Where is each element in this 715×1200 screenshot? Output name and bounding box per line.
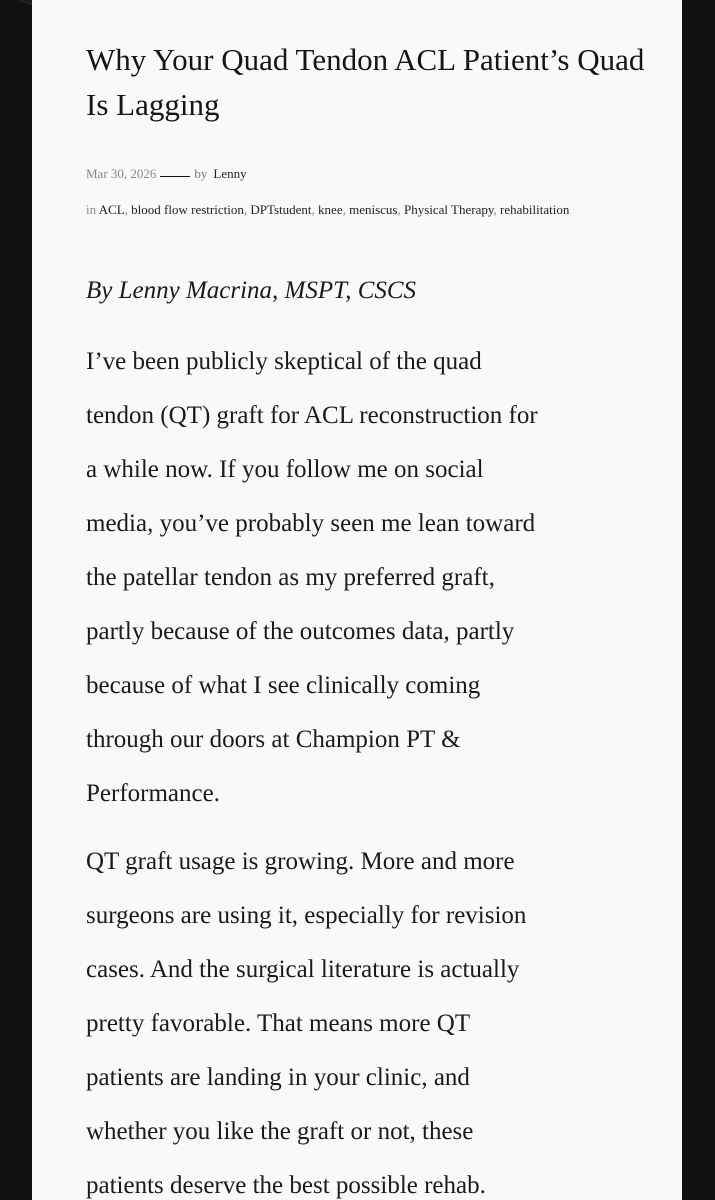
post-meta xyxy=(86,165,662,183)
text-line: the patellar tendon as my preferred graft, xyxy=(86,564,495,591)
post-date[interactable]: Mar 30, 2026 xyxy=(86,166,157,181)
text-line: I’ve been publicly skeptical of the quad xyxy=(86,348,482,375)
in-label: in xyxy=(86,202,97,217)
body-paragraph-1 xyxy=(86,335,662,821)
category-link[interactable]: meniscus xyxy=(349,202,398,217)
category-link[interactable]: ACL xyxy=(98,202,125,217)
category-link[interactable]: knee xyxy=(318,202,343,217)
text-line: media, you’ve probably seen me lean toward xyxy=(86,510,536,537)
category-link[interactable]: rehabilitation xyxy=(500,202,570,217)
text-line: whether you like the graft or not, these xyxy=(86,1118,474,1145)
text-line: partly because of the outcomes data, partly xyxy=(86,618,515,645)
meta-divider xyxy=(160,176,190,177)
article-card xyxy=(32,0,682,1200)
author-link[interactable]: Lenny xyxy=(213,166,247,181)
text-line: patients deserve the best possible rehab. xyxy=(86,1172,486,1199)
text-line: tendon (QT) graft for ACL reconstruction for xyxy=(86,402,538,429)
text-line: through our doors at Champion PT & xyxy=(86,726,461,753)
category-link[interactable]: blood flow restriction xyxy=(131,202,244,217)
text-line: QT graft usage is growing. More and more xyxy=(86,848,515,875)
category-link[interactable]: Physical Therapy xyxy=(403,202,494,217)
by-label: by xyxy=(194,166,208,181)
text-line: a while now. If you follow me on social xyxy=(86,456,484,483)
text-line: cases. And the surgical literature is actually xyxy=(86,956,520,983)
text-line: patients are landing in your clinic, and xyxy=(86,1064,470,1091)
author-byline: By Lenny Macrina, MSPT, CSCS xyxy=(86,277,417,304)
category-list: in ACL, blood flow restriction, DPTstudent, knee, meniscus, Physical Therapy, rehabilitation xyxy=(86,202,570,217)
text-line: Performance. xyxy=(86,780,220,807)
article-title: Why Your Quad Tendon ACL Patient’s Quad Is Lagging xyxy=(86,42,645,122)
category-link[interactable]: DPTstudent xyxy=(250,202,312,217)
text-line: surgeons are using it, especially for revision xyxy=(86,902,527,929)
text-line: because of what I see clinically coming xyxy=(86,672,481,699)
text-line: pretty favorable. That means more QT xyxy=(86,1010,471,1037)
body-paragraph-2 xyxy=(86,835,662,1200)
